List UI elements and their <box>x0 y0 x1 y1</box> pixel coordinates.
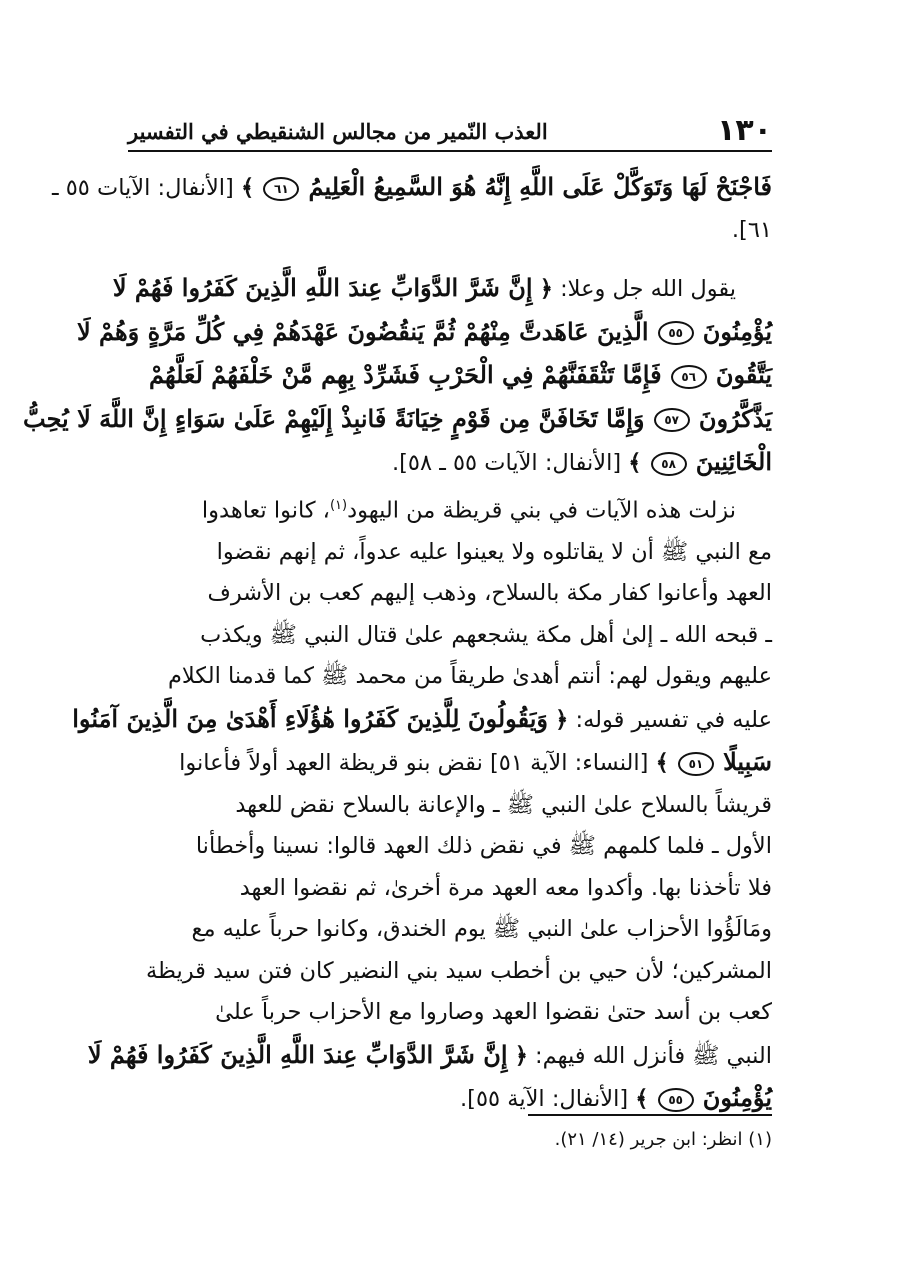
quran-verse: إِنَّ شَرَّ الدَّوَابِّ عِندَ اللَّهِ الَّذِينَ كَفَرُوا فَهُمْ لَا <box>112 273 533 302</box>
ayah-number: ٥٦ <box>671 365 707 389</box>
ayah-number: ٥٥ <box>658 1088 694 1112</box>
footnote-text: انظر: ابن جرير (١٤/ ٢١). <box>554 1129 743 1150</box>
opening-bracket: ﴿ <box>539 276 553 302</box>
text-line: ، كانوا تعاهدوا <box>201 497 330 523</box>
text-line: النبي ﷺ فأنزل الله فيهم: <box>535 1042 772 1069</box>
verse-reference: [الأنفال: الآيات ٥٥ ـ <box>51 175 234 201</box>
quran-verse: يَذَّكَّرُونَ <box>698 403 772 433</box>
paragraph-1 <box>51 166 772 251</box>
verse-reference: [الأنفال: الآية ٥٥]. <box>460 1086 629 1112</box>
text-line: المشركين؛ لأن حيي بن أخطب سيد بني النضير كان فتن سيد قريظة <box>145 957 772 984</box>
ayah-number: ٥٨ <box>651 452 687 476</box>
ayah-number: ٥١ <box>678 752 714 776</box>
closing-bracket: ﴾ <box>628 450 642 476</box>
text-line: الأول ـ فلما كلمهم ﷺ في نقض ذلك العهد قالوا: نسينا وأخطأنا <box>195 833 772 859</box>
text-line: مع النبي ﷺ أن لا يقاتلوه ولا يعينوا عليه عدواً، ثم إنهم نقضوا <box>216 538 772 565</box>
header-rule <box>128 150 772 152</box>
quran-verse: الَّذِينَ عَاهَدتَّ مِنْهُمْ ثُمَّ يَنقُضُونَ عَهْدَهُمْ فِي كُلِّ مَرَّةٍ وَهُمْ لَا <box>76 316 649 346</box>
quran-verse: يُؤْمِنُونَ <box>702 316 772 346</box>
page-header <box>128 112 772 146</box>
running-title: العذب النّمير من مجالس الشنقيطي في التفسير <box>128 119 548 144</box>
ayah-number: ٥٧ <box>654 408 690 432</box>
closing-bracket: ﴾ <box>635 1086 649 1112</box>
text-line: [النساء: الآية ٥١] نقض بنو قريظة العهد أولاً فأعانوا <box>179 750 649 776</box>
footnote-rule <box>528 1114 772 1116</box>
closing-bracket: ﴾ <box>655 750 669 776</box>
ayah-number: ٦١ <box>263 177 299 201</box>
quran-verse: إِنَّ شَرَّ الدَّوَابِّ عِندَ اللَّهِ الَّذِينَ كَفَرُوا فَهُمْ لَا <box>87 1039 508 1069</box>
quran-verse: يَتَّقُونَ <box>715 360 772 389</box>
text-line: العهد وأعانوا كفار مكة بالسلاح، وذهب إليهم كعب بن الأشرف <box>207 580 772 606</box>
text-line: قريشاً بالسلاح علىٰ النبي ﷺ ـ والإعانة بالسلاح نقض للعهد <box>235 791 772 818</box>
text-line: عليه في تفسير قوله: <box>575 706 772 733</box>
quran-verse: يُؤْمِنُونَ <box>702 1083 772 1112</box>
footnote-marker: (١) <box>329 497 348 513</box>
opening-bracket: ﴿ <box>555 706 569 733</box>
quran-verse: سَبِيلًا <box>723 747 772 776</box>
text-line: ومَالَؤُوا الأحزاب علىٰ النبي ﷺ يوم الخندق، وكانوا حرباً عليه مع <box>191 916 772 942</box>
opening-bracket: ﴿ <box>514 1042 528 1069</box>
verse-reference-end: ٦١]. <box>731 216 772 243</box>
text-line: نزلت هذه الآيات في بني قريظة من اليهود <box>347 497 736 523</box>
text-line: عليهم ويقول لهم: أنتم أهدىٰ طريقاً من محمد ﷺ كما قدمنا الكلام <box>167 663 772 689</box>
closing-bracket: ﴾ <box>241 175 255 201</box>
quran-verse: فَاجْنَحْ لَهَا وَتَوَكَّلْ عَلَى اللَّهِ إِنَّهُ هُوَ السَّمِيعُ الْعَلِيمُ <box>308 172 772 201</box>
footnote-number: (١) <box>748 1129 772 1150</box>
quran-verse: وَيَقُولُونَ لِلَّذِينَ كَفَرُوا هَٰؤُلَاءِ أَهْدَىٰ مِنَ الَّذِينَ آمَنُوا <box>72 703 548 733</box>
paragraph-3 <box>72 485 772 1121</box>
quran-verse: فَإِمَّا تَثْقَفَنَّهُمْ فِي الْحَرْبِ فَشَرِّدْ بِهِم مَّنْ خَلْفَهُمْ لَعَلَّهُمْ <box>149 360 662 389</box>
quran-verse: الْخَائِنِينَ <box>695 447 772 476</box>
footnote <box>128 1126 772 1154</box>
verse-reference: [الأنفال: الآيات ٥٥ ـ ٥٨]. <box>391 450 622 476</box>
paragraph-2 <box>23 267 772 485</box>
intro-text: يقول الله جل وعلا: <box>560 276 736 302</box>
ayah-number: ٥٥ <box>658 321 694 345</box>
page-number: ١٣٠ <box>717 113 772 148</box>
main-text <box>23 166 772 1121</box>
text-line: كعب بن أسد حتىٰ نقضوا العهد وصاروا مع الأحزاب حرباً علىٰ <box>215 999 772 1025</box>
text-line: فلا تأخذنا بها. وأكدوا معه العهد مرة أخرىٰ، ثم نقضوا العهد <box>239 874 772 901</box>
text-line: ـ قبحه الله ـ إلىٰ أهل مكة يشجعهم علىٰ قتال النبي ﷺ ويكذب <box>200 621 772 648</box>
quran-verse: وَإِمَّا تَخَافَنَّ مِن قَوْمٍ خِيَانَةً فَانبِذْ إِلَيْهِمْ عَلَىٰ سَوَاءٍ إِنَّ اللَّهَ لَا يُحِبُّ <box>23 403 645 433</box>
